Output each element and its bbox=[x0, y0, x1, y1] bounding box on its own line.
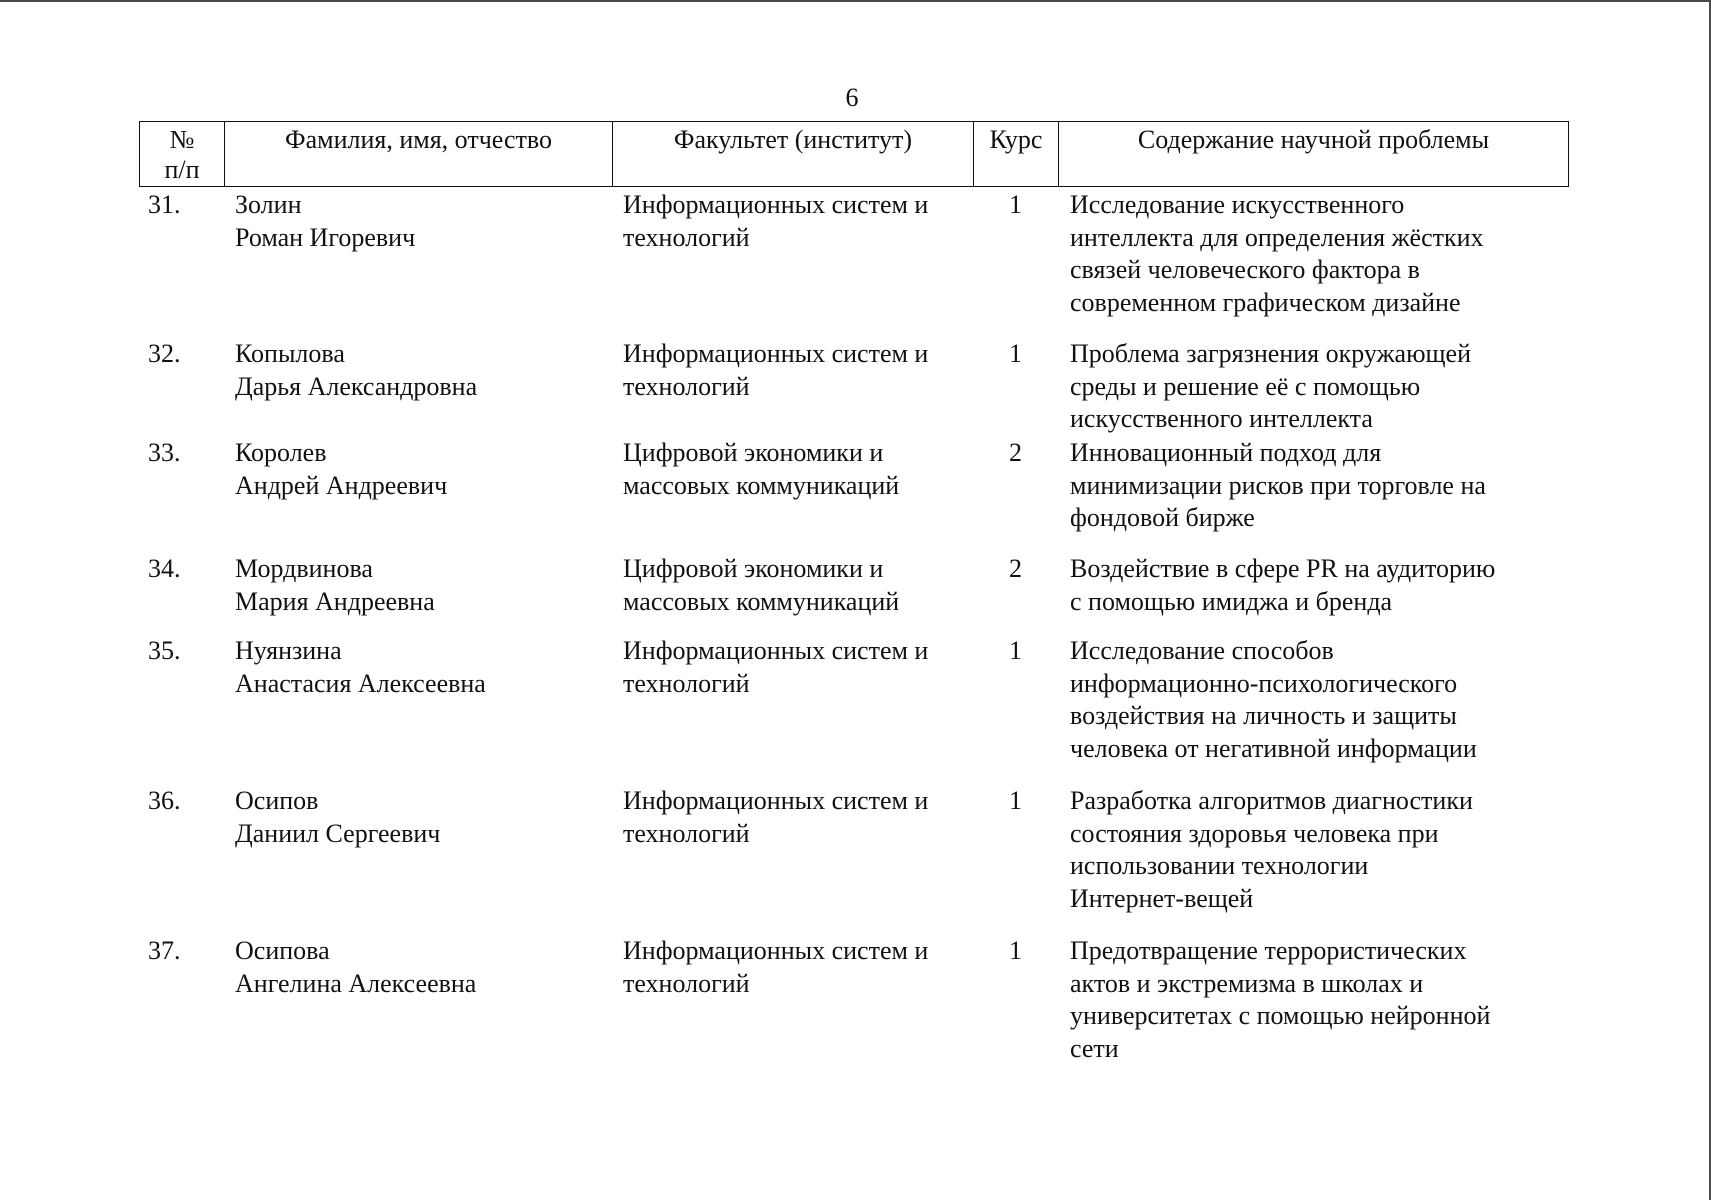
header-number-line2: п/п bbox=[164, 155, 200, 184]
student-name: Копылова Дарья Александровна bbox=[235, 339, 478, 401]
row-number: 34. bbox=[148, 554, 181, 583]
header-number-line1: № bbox=[169, 125, 195, 154]
research-topic: Проблема загрязнения окружающей среды и решение её с помощью искусственного интеллекта bbox=[1070, 339, 1471, 434]
table-row bbox=[0, 635, 1711, 775]
faculty: Цифровой экономики и массовых коммуникаций bbox=[623, 554, 900, 616]
row-number: 31. bbox=[148, 190, 181, 219]
research-topic: Исследование искусственного интеллекта для определения жёстких связей человеческого фактора в современном графическом дизайне bbox=[1070, 190, 1484, 318]
course: 2 bbox=[1009, 438, 1022, 467]
page-number: 6 bbox=[845, 83, 859, 112]
faculty: Информационных систем и технологий bbox=[623, 339, 929, 401]
row-number: 33. bbox=[148, 438, 181, 467]
faculty: Цифровой экономики и массовых коммуникаций bbox=[623, 438, 900, 500]
table-row bbox=[0, 189, 1711, 329]
header-research-topic: Содержание научной проблемы bbox=[1137, 125, 1490, 154]
research-topic: Исследование способов информационно-психологического воздействия на личность и защиты человека от негативной информации bbox=[1070, 636, 1477, 764]
research-topic: Инновационный подход для минимизации рисков при торговле на фондовой бирже bbox=[1070, 438, 1486, 533]
research-topic: Предотвращение террористических актов и экстремизма в школах и университетах с помощью нейронной сети bbox=[1070, 936, 1491, 1064]
research-topic: Воздействие в сфере PR на аудиторию с помощью имиджа и бренда bbox=[1070, 554, 1496, 616]
course: 1 bbox=[1009, 190, 1022, 219]
row-number: 37. bbox=[148, 936, 181, 965]
student-name: Осипова Ангелина Алексеевна bbox=[235, 936, 477, 998]
course: 1 bbox=[1009, 636, 1022, 665]
table-row bbox=[0, 935, 1711, 1075]
student-name: Золин Роман Игоревич bbox=[235, 190, 416, 252]
row-number: 32. bbox=[148, 339, 181, 368]
course: 1 bbox=[1009, 786, 1022, 815]
course: 1 bbox=[1009, 936, 1022, 965]
faculty: Информационных систем и технологий bbox=[623, 786, 929, 848]
faculty: Информационных систем и технологий bbox=[623, 190, 929, 252]
row-number: 35. bbox=[148, 636, 181, 665]
table-row bbox=[0, 785, 1711, 925]
research-topic: Разработка алгоритмов диагностики состояния здоровья человека при использовании технологии Интернет-вещей bbox=[1070, 786, 1473, 914]
table-header bbox=[139, 121, 1569, 187]
student-name: Нуянзина Анастасия Алексеевна bbox=[235, 636, 486, 698]
faculty: Информационных систем и технологий bbox=[623, 636, 929, 698]
student-name: Мордвинова Мария Андреевна bbox=[235, 554, 435, 616]
header-number bbox=[140, 122, 225, 186]
header-faculty: Факультет (институт) bbox=[613, 122, 974, 186]
course: 1 bbox=[1009, 339, 1022, 368]
row-number: 36. bbox=[148, 786, 181, 815]
student-name: Королев Андрей Андреевич bbox=[235, 438, 448, 500]
course: 2 bbox=[1009, 554, 1022, 583]
student-name: Осипов Даниил Сергеевич bbox=[235, 786, 441, 848]
header-course: Курс bbox=[974, 122, 1059, 186]
faculty: Информационных систем и технологий bbox=[623, 936, 929, 998]
header-name: Фамилия, имя, отчество bbox=[225, 122, 613, 186]
